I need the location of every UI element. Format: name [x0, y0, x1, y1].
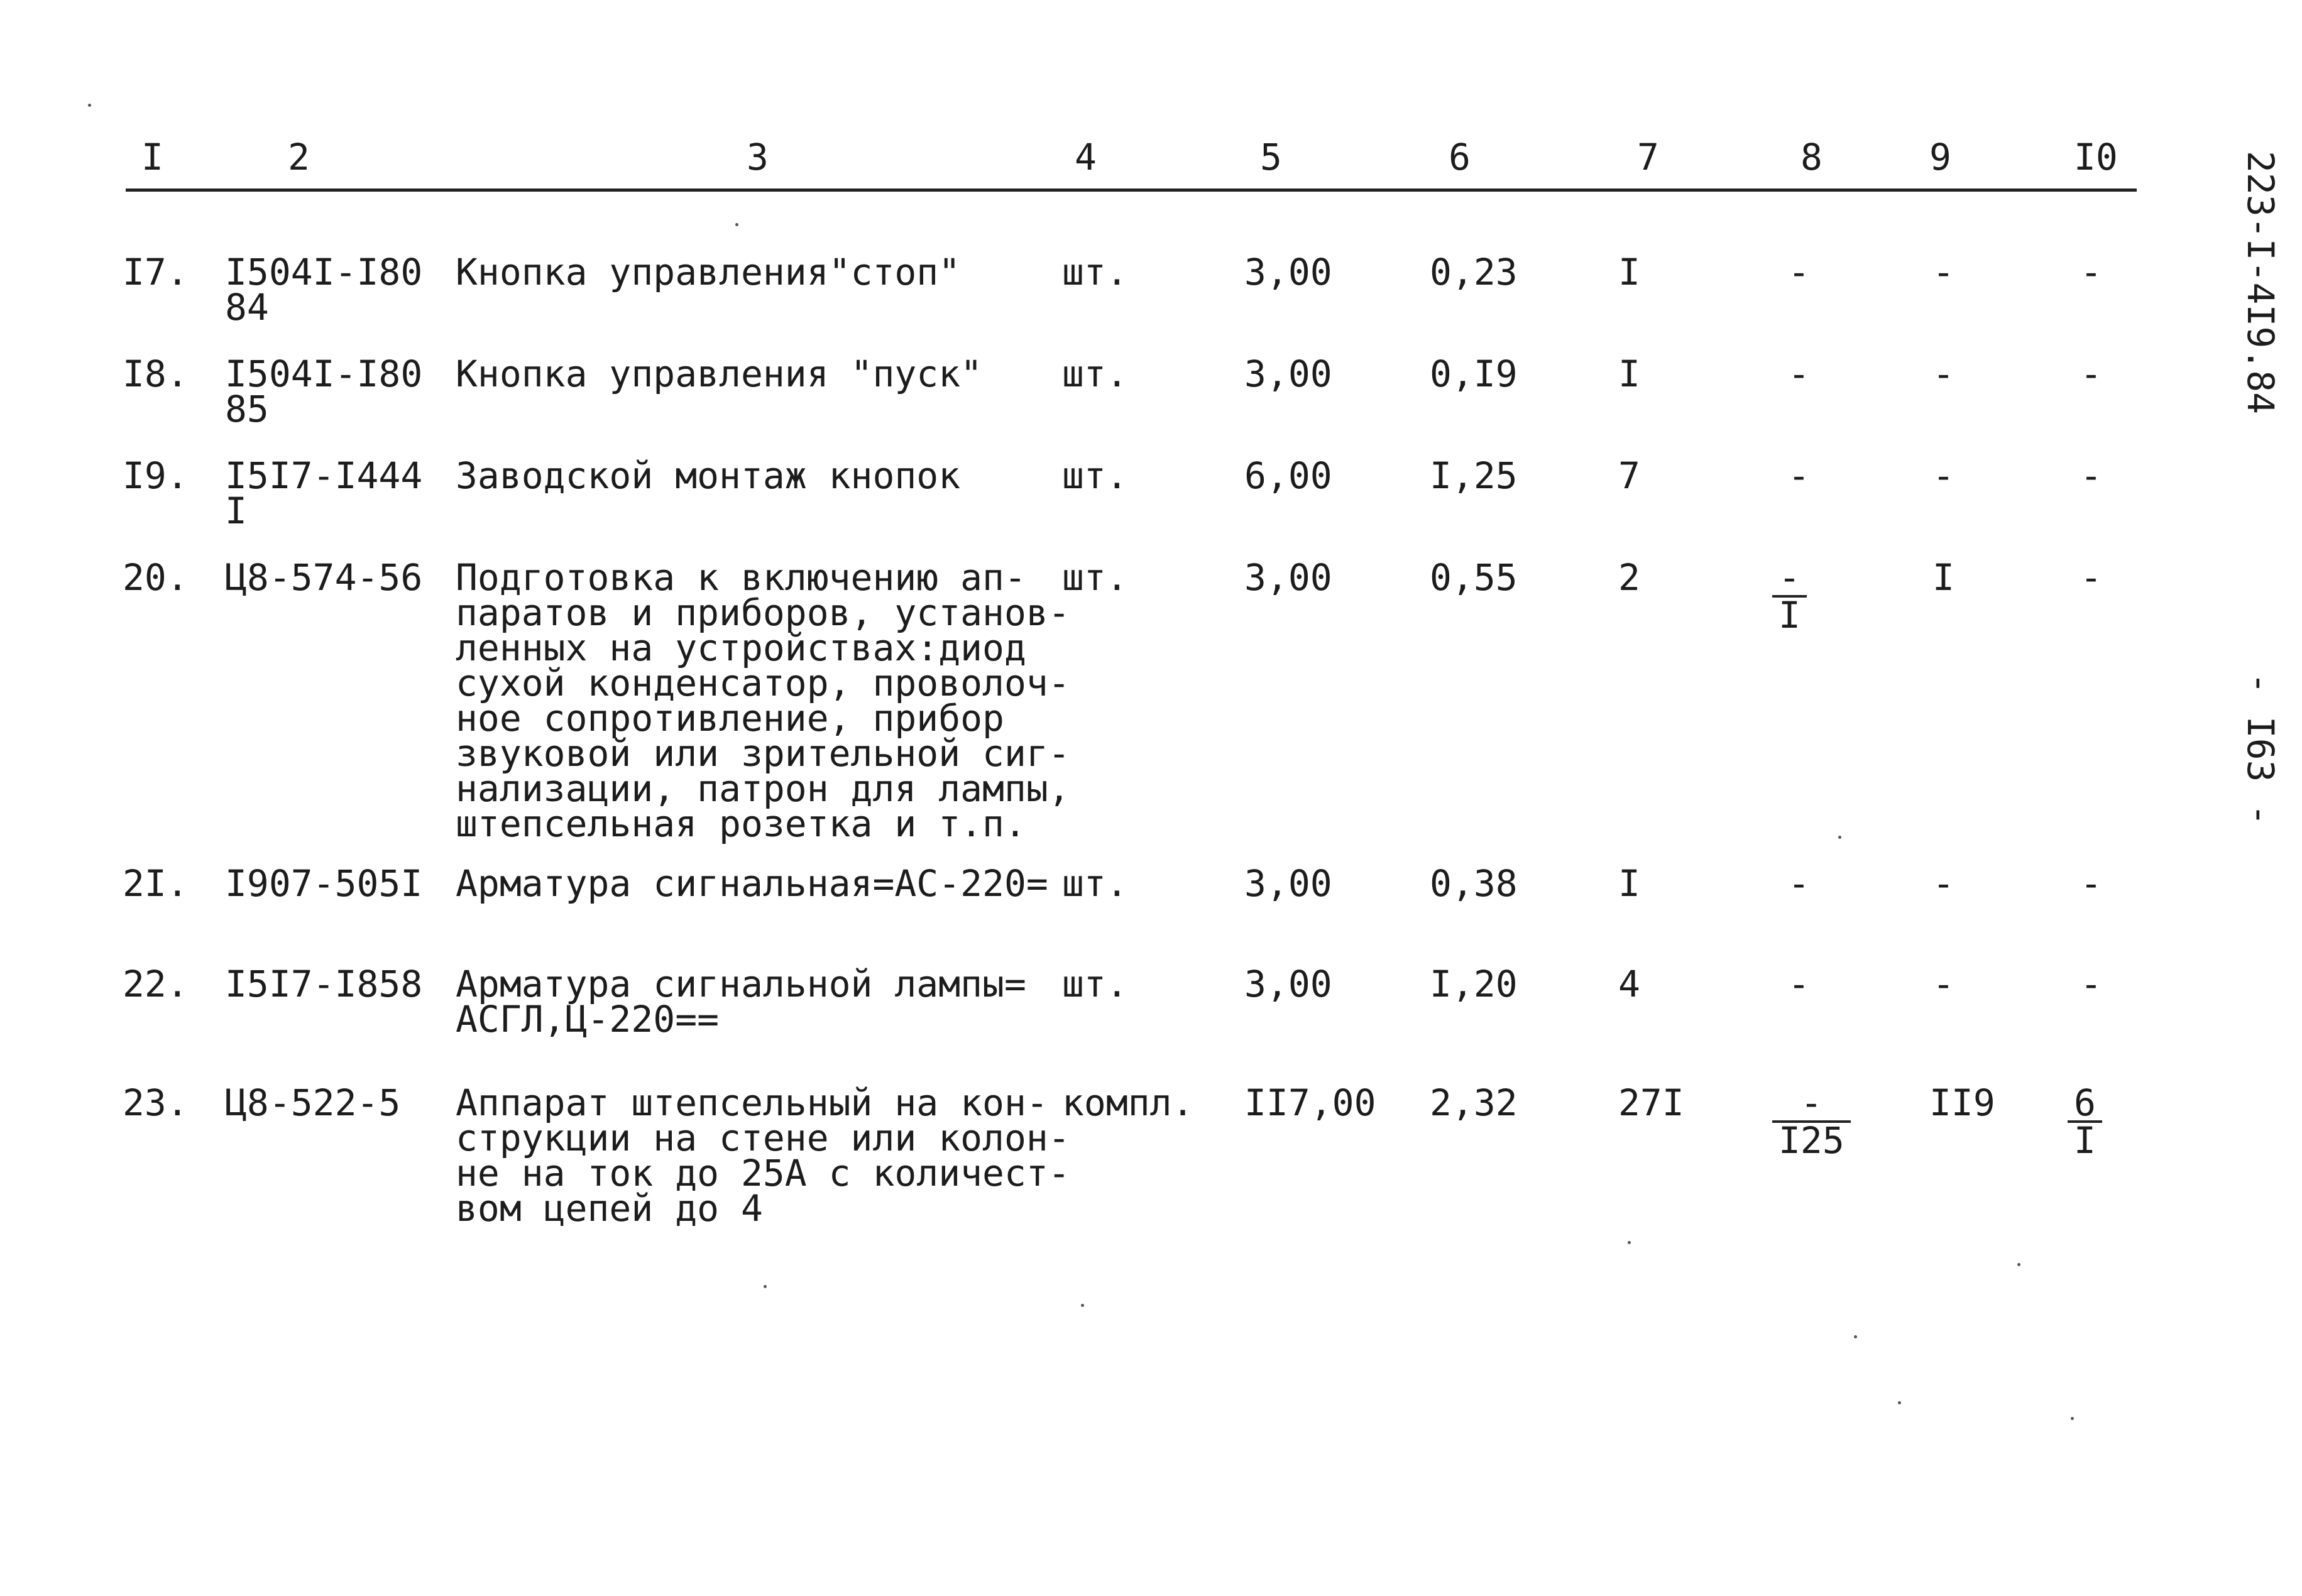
row-number: I8.	[123, 353, 189, 395]
row-col6: I,25	[1430, 454, 1518, 497]
row-number: I7.	[123, 251, 189, 293]
row-code: Ц8-522-5	[225, 1081, 401, 1124]
name-line: струкции на стене или колон-	[456, 1117, 1070, 1159]
fraction-numerator: 6	[2068, 1085, 2102, 1123]
row-code: I907-505I	[225, 862, 423, 905]
row-col9: I	[1932, 556, 1954, 599]
row-col8-fraction	[1772, 556, 1807, 637]
row-unit: шт.	[1062, 556, 1128, 599]
row-number: 23.	[123, 1081, 189, 1124]
row-col9: -	[1932, 963, 1954, 1005]
name-line: ное сопротивление, прибор	[456, 697, 1004, 740]
row-col8: -	[1788, 862, 1810, 905]
name-line: не на ток до 25А с количест-	[456, 1152, 1070, 1194]
row-col9: -	[1932, 251, 1954, 293]
row-col5: II7,00	[1244, 1081, 1376, 1124]
row-name	[456, 556, 1070, 845]
scan-speck	[735, 223, 738, 226]
column-header-6: 6	[1449, 136, 1471, 178]
row-col10-fraction	[2068, 1081, 2102, 1162]
scan-speck	[1081, 1304, 1084, 1307]
row-col7: I	[1618, 251, 1640, 293]
row-col6: 0,I9	[1430, 353, 1518, 395]
document-code: 223-I-4I9.84	[2239, 151, 2282, 415]
row-col10: -	[2080, 963, 2102, 1005]
name-line: паратов и приборов, установ-	[456, 591, 1070, 634]
row-col6: 2,32	[1430, 1081, 1518, 1124]
row-col9: -	[1932, 353, 1954, 395]
fraction	[2068, 1081, 2102, 1162]
scan-speck	[1838, 836, 1841, 839]
column-header-7: 7	[1637, 136, 1659, 178]
row-col10: -	[2080, 251, 2102, 293]
row-col5: 3,00	[1244, 862, 1332, 905]
column-header-4: 4	[1075, 136, 1097, 178]
fraction	[1772, 556, 1807, 637]
row-col8-fraction	[1772, 1081, 1851, 1162]
row-code: I5I7-I858	[225, 963, 423, 1005]
row-col5: 6,00	[1244, 454, 1332, 497]
fraction-denominator: I	[2074, 1119, 2096, 1162]
row-unit: шт.	[1062, 454, 1128, 497]
row-unit: шт.	[1062, 251, 1128, 293]
name-line: ленных на устройствах:диод	[456, 626, 1026, 669]
row-name: Арматура сигнальная=АС-220=	[456, 862, 1048, 905]
row-col9: II9	[1929, 1081, 1995, 1124]
column-header-10: I0	[2074, 136, 2118, 178]
row-col8: -	[1788, 963, 1810, 1005]
row-col8: -	[1788, 251, 1810, 293]
row-col10: -	[2080, 353, 2102, 395]
scan-speck	[88, 104, 91, 107]
row-col9: -	[1932, 454, 1954, 497]
scan-speck	[1898, 1401, 1901, 1404]
column-header-3: 3	[747, 136, 769, 178]
row-code: Ц8-574-56	[225, 556, 423, 599]
row-code	[225, 454, 423, 532]
row-name	[456, 963, 1026, 1041]
name-line: штепсельная розетка и т.п.	[456, 802, 1026, 845]
name-line: вом цепей до 4	[456, 1187, 763, 1230]
code-line: I504I-I80	[225, 251, 423, 293]
row-col5: 3,00	[1244, 963, 1332, 1005]
column-header-5: 5	[1260, 136, 1282, 178]
row-col7: 4	[1618, 963, 1640, 1005]
fraction-numerator: -	[1772, 1085, 1851, 1123]
row-unit: компл.	[1062, 1081, 1194, 1124]
row-col8: -	[1788, 454, 1810, 497]
name-line: сухой конденсатор, проволоч-	[456, 662, 1070, 704]
row-number: I9.	[123, 454, 189, 497]
row-col5: 3,00	[1244, 353, 1332, 395]
row-name	[456, 1081, 1070, 1230]
code-line: 85	[225, 388, 269, 430]
row-col6: 0,38	[1430, 862, 1518, 905]
name-line: АСГЛ,Ц-220==	[456, 998, 720, 1041]
row-col6: I,20	[1430, 963, 1518, 1005]
name-line: Арматура сигнальной лампы=	[456, 963, 1026, 1005]
row-name: Кнопка управления "пуск"	[456, 353, 983, 395]
column-header-9: 9	[1929, 136, 1951, 178]
fraction	[1772, 1081, 1851, 1162]
row-col8: -	[1788, 353, 1810, 395]
row-col7: 2	[1618, 556, 1640, 599]
name-line: нализации, патрон для лампы,	[456, 767, 1070, 810]
row-code	[225, 353, 423, 430]
column-header-8: 8	[1800, 136, 1822, 178]
name-line: звуковой или зрительной сиг-	[456, 732, 1070, 775]
header-rule	[126, 189, 2137, 192]
row-unit: шт.	[1062, 862, 1128, 905]
name-line: Аппарат штепсельный на кон-	[456, 1081, 1048, 1124]
column-header-1: I	[141, 136, 163, 178]
row-number: 20.	[123, 556, 189, 599]
row-col6: 0,55	[1430, 556, 1518, 599]
scan-speck	[1854, 1335, 1857, 1338]
code-line: 84	[225, 286, 269, 329]
row-name: Кнопка управления"стоп"	[456, 251, 961, 293]
fraction-denominator: I25	[1779, 1119, 1844, 1162]
row-col7: 27I	[1618, 1081, 1684, 1124]
page-number: - I63 -	[2239, 672, 2282, 826]
scan-speck	[2071, 1417, 2074, 1420]
fraction-numerator: -	[1772, 560, 1807, 598]
row-number: 2I.	[123, 862, 189, 905]
code-line: I	[225, 489, 247, 532]
code-line: I504I-I80	[225, 353, 423, 395]
row-number: 22.	[123, 963, 189, 1005]
code-line: I5I7-I444	[225, 454, 423, 497]
row-unit: шт.	[1062, 353, 1128, 395]
row-col9: -	[1932, 862, 1954, 905]
fraction-denominator: I	[1779, 594, 1800, 637]
row-col10: -	[2080, 556, 2102, 599]
scan-speck	[1628, 1241, 1631, 1244]
name-line: Подготовка к включению ап-	[456, 556, 1026, 599]
scan-speck	[764, 1285, 767, 1288]
row-unit: шт.	[1062, 963, 1128, 1005]
row-col6: 0,23	[1430, 251, 1518, 293]
row-name: Заводской монтаж кнопок	[456, 454, 961, 497]
row-col7: 7	[1618, 454, 1640, 497]
row-col10: -	[2080, 454, 2102, 497]
row-col7: I	[1618, 353, 1640, 395]
row-code	[225, 251, 423, 329]
column-header-2: 2	[288, 136, 310, 178]
row-col10: -	[2080, 862, 2102, 905]
row-col5: 3,00	[1244, 556, 1332, 599]
scan-speck	[2017, 1263, 2020, 1266]
row-col7: I	[1618, 862, 1640, 905]
row-col5: 3,00	[1244, 251, 1332, 293]
